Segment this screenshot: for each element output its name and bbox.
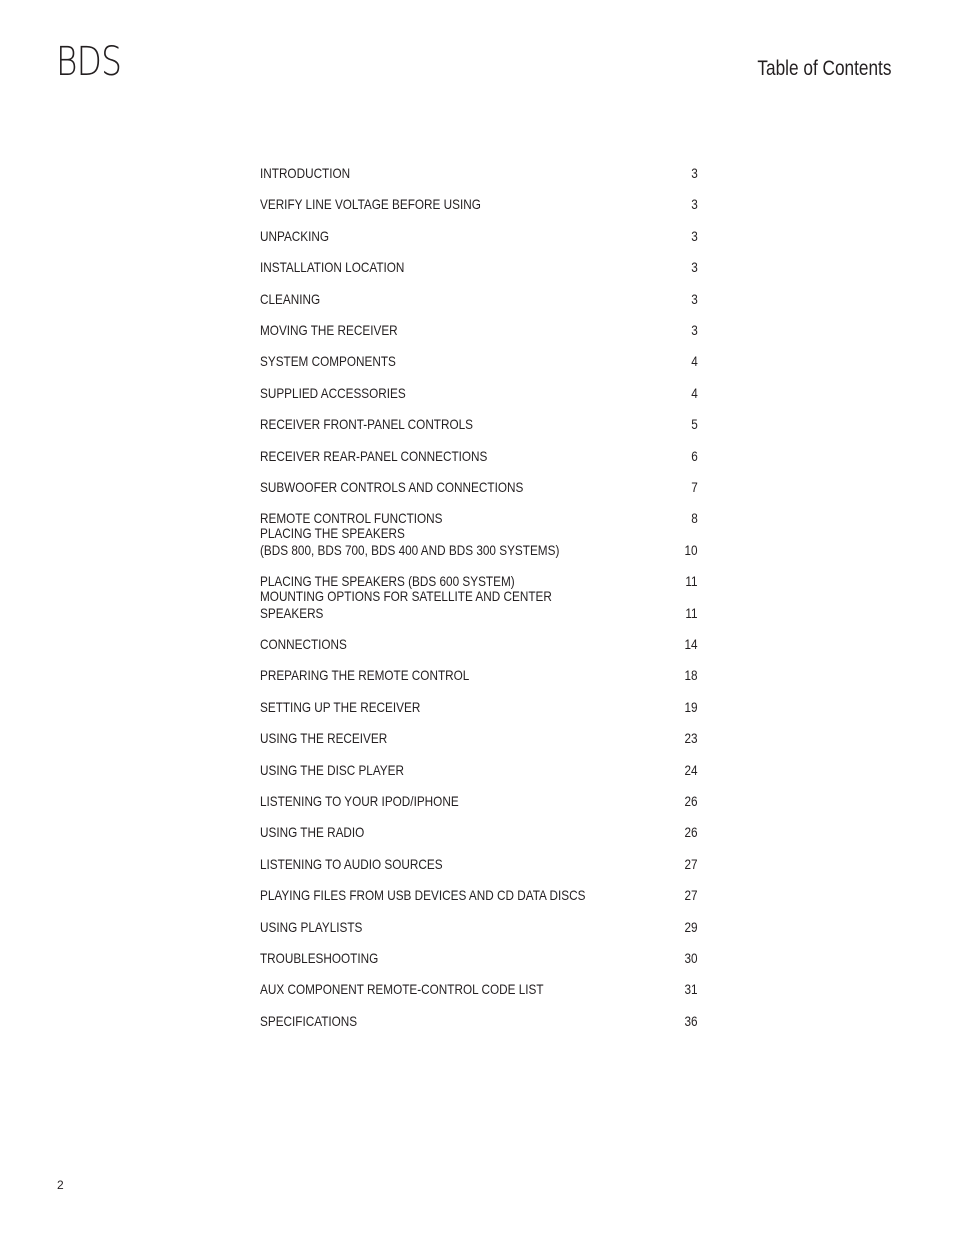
- toc-entry[interactable]: [260, 291, 698, 308]
- toc-entry[interactable]: [260, 448, 698, 465]
- toc-entry-title: LISTENING TO YOUR IPOD/IPHONE: [260, 793, 459, 809]
- toc-entry-title: SETTING UP THE RECEIVER: [260, 698, 421, 715]
- toc-entry-title: UNPACKING: [260, 227, 330, 244]
- toc-entry[interactable]: [260, 385, 698, 402]
- toc-entry-page: 29: [684, 918, 698, 935]
- toc-entry-title: AUX COMPONENT REMOTE-CONTROL CODE LIST: [260, 981, 544, 998]
- toc-entry-page: 11: [685, 573, 698, 590]
- toc-entry-page: 4: [691, 384, 698, 401]
- toc-entry-page: 31: [684, 981, 698, 998]
- toc-entry-title: RECEIVER FRONT-PANEL CONTROLS: [260, 416, 474, 433]
- toc-entry-page: 3: [691, 290, 698, 307]
- toc-entry-page: 27: [684, 855, 698, 872]
- toc-entry-title: USING PLAYLISTS: [260, 918, 363, 935]
- page-title: Table of Contents: [756, 57, 891, 80]
- toc-entry-page: 3: [691, 259, 698, 276]
- toc-entry-title: INSTALLATION LOCATION: [260, 259, 405, 276]
- toc-entry-title: PLAYING FILES FROM USB DEVICES AND CD DATA DISCS: [260, 887, 586, 904]
- toc-entry-page: 4: [691, 353, 698, 370]
- toc-entry-title: SUBWOOFER CONTROLS AND CONNECTIONS: [260, 479, 524, 495]
- toc-entry[interactable]: [260, 228, 698, 245]
- toc-entry-page: 3: [691, 196, 698, 213]
- toc-entry-title: MOVING THE RECEIVER: [260, 322, 398, 338]
- toc-entry-title: SUPPLIED ACCESSORIES: [260, 384, 406, 401]
- toc-entry-page: 30: [684, 950, 698, 966]
- toc-entry[interactable]: [260, 259, 698, 276]
- toc-entry-page: 10: [684, 541, 698, 558]
- toc-entry[interactable]: [260, 856, 698, 873]
- toc-entry-title: REMOTE CONTROL FUNCTIONS: [260, 510, 443, 527]
- toc-entry-page: 3: [691, 322, 698, 338]
- toc-entry-page: 18: [684, 667, 698, 684]
- toc-entry[interactable]: [260, 322, 698, 339]
- toc-entry[interactable]: [260, 165, 698, 182]
- toc-entry-page: 23: [684, 730, 698, 747]
- toc-entry-title: USING THE DISC PLAYER: [260, 761, 404, 778]
- brand-logo: BDS: [56, 39, 122, 85]
- toc-entry-title: PREPARING THE REMOTE CONTROL: [260, 667, 470, 684]
- toc-entry[interactable]: [260, 824, 698, 841]
- toc-entry[interactable]: [260, 699, 698, 716]
- toc-entry-title: SYSTEM COMPONENTS: [260, 353, 396, 370]
- toc-entry-page: 26: [684, 793, 698, 809]
- toc-entry-title: MOUNTING OPTIONS FOR SATELLITE AND CENTER SPEAKERS: [260, 587, 552, 621]
- toc-entry[interactable]: [260, 1013, 698, 1030]
- toc-entry-page: 7: [691, 479, 698, 495]
- toc-entry-title: PLACING THE SPEAKERS (BDS 800, BDS 700, BDS 400 AND BDS 300 SYSTEMS): [260, 524, 560, 558]
- toc-entry[interactable]: [260, 730, 698, 747]
- toc-entry-title: SPECIFICATIONS: [260, 1012, 358, 1029]
- toc-entry-title: PLACING THE SPEAKERS (BDS 600 SYSTEM): [260, 573, 515, 590]
- toc-entry-title: TROUBLESHOOTING: [260, 950, 379, 966]
- toc-entry[interactable]: [260, 919, 698, 936]
- toc-entry[interactable]: [260, 416, 698, 433]
- toc-entry-page: 19: [684, 698, 698, 715]
- toc-entry[interactable]: [260, 353, 698, 370]
- toc-entry-page: 8: [691, 510, 698, 527]
- toc-entry-title: CONNECTIONS: [260, 636, 347, 652]
- toc-entry-page: 5: [691, 416, 698, 433]
- toc-entry-title: INTRODUCTION: [260, 165, 351, 181]
- toc-entry[interactable]: [260, 524, 698, 559]
- toc-entry[interactable]: [260, 981, 698, 998]
- toc-entry-page: 14: [684, 636, 698, 652]
- toc-entry[interactable]: [260, 636, 698, 653]
- toc-entry-page: 6: [691, 447, 698, 464]
- toc-entry[interactable]: [260, 762, 698, 779]
- toc-entry[interactable]: [260, 196, 698, 213]
- toc-entry[interactable]: [260, 950, 698, 967]
- toc-entry-title: USING THE RADIO: [260, 824, 365, 841]
- toc-entry-title: RECEIVER REAR-PANEL CONNECTIONS: [260, 447, 488, 464]
- toc-entry-page: 26: [684, 824, 698, 841]
- toc-entry-page: 24: [684, 761, 698, 778]
- toc-entry-title: CLEANING: [260, 290, 321, 307]
- toc-entry-page: 11: [685, 604, 698, 621]
- toc-entry[interactable]: [260, 667, 698, 684]
- toc-entry[interactable]: [260, 587, 698, 622]
- toc-entry[interactable]: [260, 479, 698, 496]
- toc-entry-page: 3: [691, 165, 698, 181]
- toc-entry-page: 36: [684, 1012, 698, 1029]
- toc-entry-page: 27: [684, 887, 698, 904]
- page-number: 2: [57, 1178, 64, 1192]
- toc-entry[interactable]: [260, 887, 698, 904]
- toc-entry-page: 3: [691, 227, 698, 244]
- toc-entry-title: LISTENING TO AUDIO SOURCES: [260, 855, 443, 872]
- toc-entry-title: VERIFY LINE VOLTAGE BEFORE USING: [260, 196, 481, 213]
- toc-entry[interactable]: [260, 793, 698, 810]
- toc-entry-title: USING THE RECEIVER: [260, 730, 388, 747]
